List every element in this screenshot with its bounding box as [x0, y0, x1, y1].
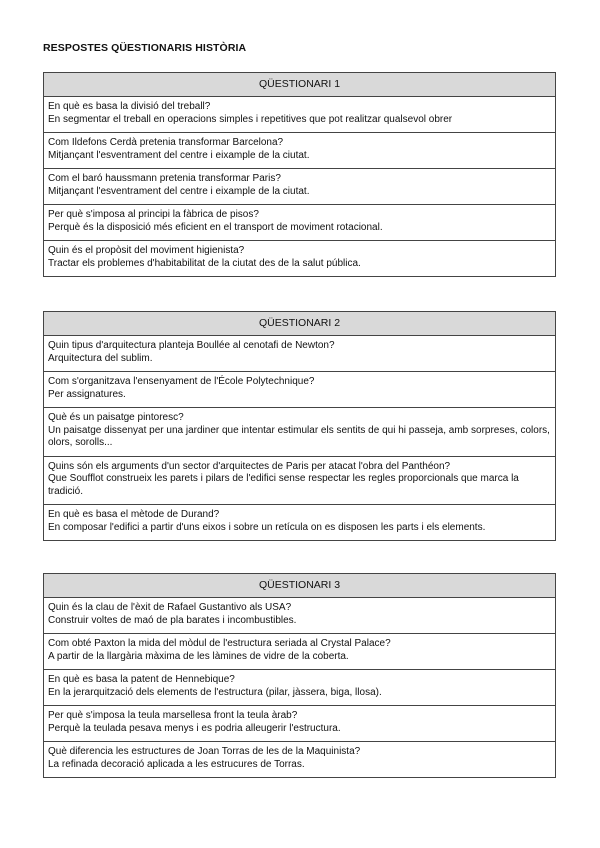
table-row [44, 204, 555, 240]
answer-text: En composar l'edifici a partir d'uns eixos i sobre un retícula on es disposen les parts i els elements. [48, 521, 486, 533]
question-text: Per què s'imposa al principi la fàbrica de pisos? [48, 209, 259, 220]
table-row [44, 240, 555, 276]
answer-text: Mitjançant l'esventrament del centre i eixample de la ciutat. [48, 185, 310, 197]
questionnaire-1-table [43, 72, 556, 277]
table-row [44, 598, 555, 633]
question-text: Com Ildefons Cerdà pretenia transformar Barcelona? [48, 137, 284, 148]
question-text: En què es basa la patent de Hennebique? [48, 674, 235, 685]
answer-text: La refinada decoració aplicada a les estrucures de Torras. [48, 758, 305, 770]
question-text: Per què s'imposa la teula marsellesa front la teula àrab? [48, 710, 298, 721]
answer-text: Que Soufflot construeix les parets i pilars de l'edifici sense respectar les regles proporcionals que marca la tradició. [48, 473, 519, 497]
question-text: Què és un paisatge pintoresc? [48, 412, 184, 423]
question-text: En què es basa el mètode de Durand? [48, 509, 220, 520]
question-text: Com obté Paxton la mida del mòdul de l'estructura seriada al Crystal Palace? [48, 638, 391, 649]
table-row [44, 407, 555, 456]
question-text: En què es basa la divisió del treball? [48, 101, 211, 112]
question-text: Què diferencia les estructures de Joan Torras de les de la Maquinista? [48, 746, 361, 757]
answer-text: En la jerarquització dels elements de l'estructura (pilar, jàssera, biga, llosa). [48, 686, 382, 698]
document-title: RESPOSTES QÜESTIONARIS HISTÒRIA [43, 42, 247, 54]
table-row [44, 669, 555, 705]
table-row [44, 132, 555, 168]
question-text: Com el baró haussmann pretenia transformar Paris? [48, 173, 281, 184]
answer-text: Arquitectura del sublim. [48, 352, 153, 364]
answer-text: Construir voltes de maó de pla barates i incombustibles. [48, 614, 297, 626]
table-row [44, 741, 555, 777]
answer-text: Un paisatge dissenyat per una jardiner que intentar estimular els sentits de qui hi passeja, amb sorpreses, colors, olors, sorolls... [48, 424, 550, 448]
table-row [44, 371, 555, 407]
answer-text: Perquè és la disposició més eficient en el transport de moviment rotacional. [48, 221, 383, 233]
table-header: QÜESTIONARI 1 [44, 73, 555, 97]
answer-text: Perquè la teulada pesava menys i es podria alleugerir l'estructura. [48, 722, 341, 734]
question-text: Quins són els arguments d'un sector d'arquitectes de Paris per atacat l'obra del Panthéon? [48, 460, 451, 472]
questionnaire-2-table [43, 311, 556, 541]
table-row [44, 705, 555, 741]
table-header: QÜESTIONARI 2 [44, 312, 555, 336]
questionnaire-3-table [43, 573, 556, 778]
question-text: Quin tipus d'arquitectura planteja Boullée al cenotafi de Newton? [48, 340, 335, 351]
table-row [44, 168, 555, 204]
table-row [44, 97, 555, 132]
table-row [44, 336, 555, 371]
table-row [44, 456, 555, 505]
answer-text: Tractar els problemes d'habitabilitat de la ciutat des de la salut pública. [48, 257, 361, 269]
answer-text: Per assignatures. [48, 388, 126, 400]
table-row [44, 633, 555, 669]
answer-text: En segmentar el treball en operacions simples i repetitives que pot realitzar qualsevol obrer [48, 113, 453, 125]
table-header: QÜESTIONARI 3 [44, 574, 555, 598]
table-row [44, 504, 555, 540]
answer-text: Mitjançant l'esventrament del centre i eixample de la ciutat. [48, 149, 310, 161]
question-text: Quin és la clau de l'èxit de Rafael Gustantivo als USA? [48, 602, 292, 613]
answer-text: A partir de la llargària màxima de les làmines de vidre de la coberta. [48, 650, 349, 662]
question-text: Com s'organitzava l'ensenyament de l'École Polytechnique? [48, 376, 315, 387]
question-text: Quin és el propòsit del moviment higienista? [48, 245, 245, 256]
